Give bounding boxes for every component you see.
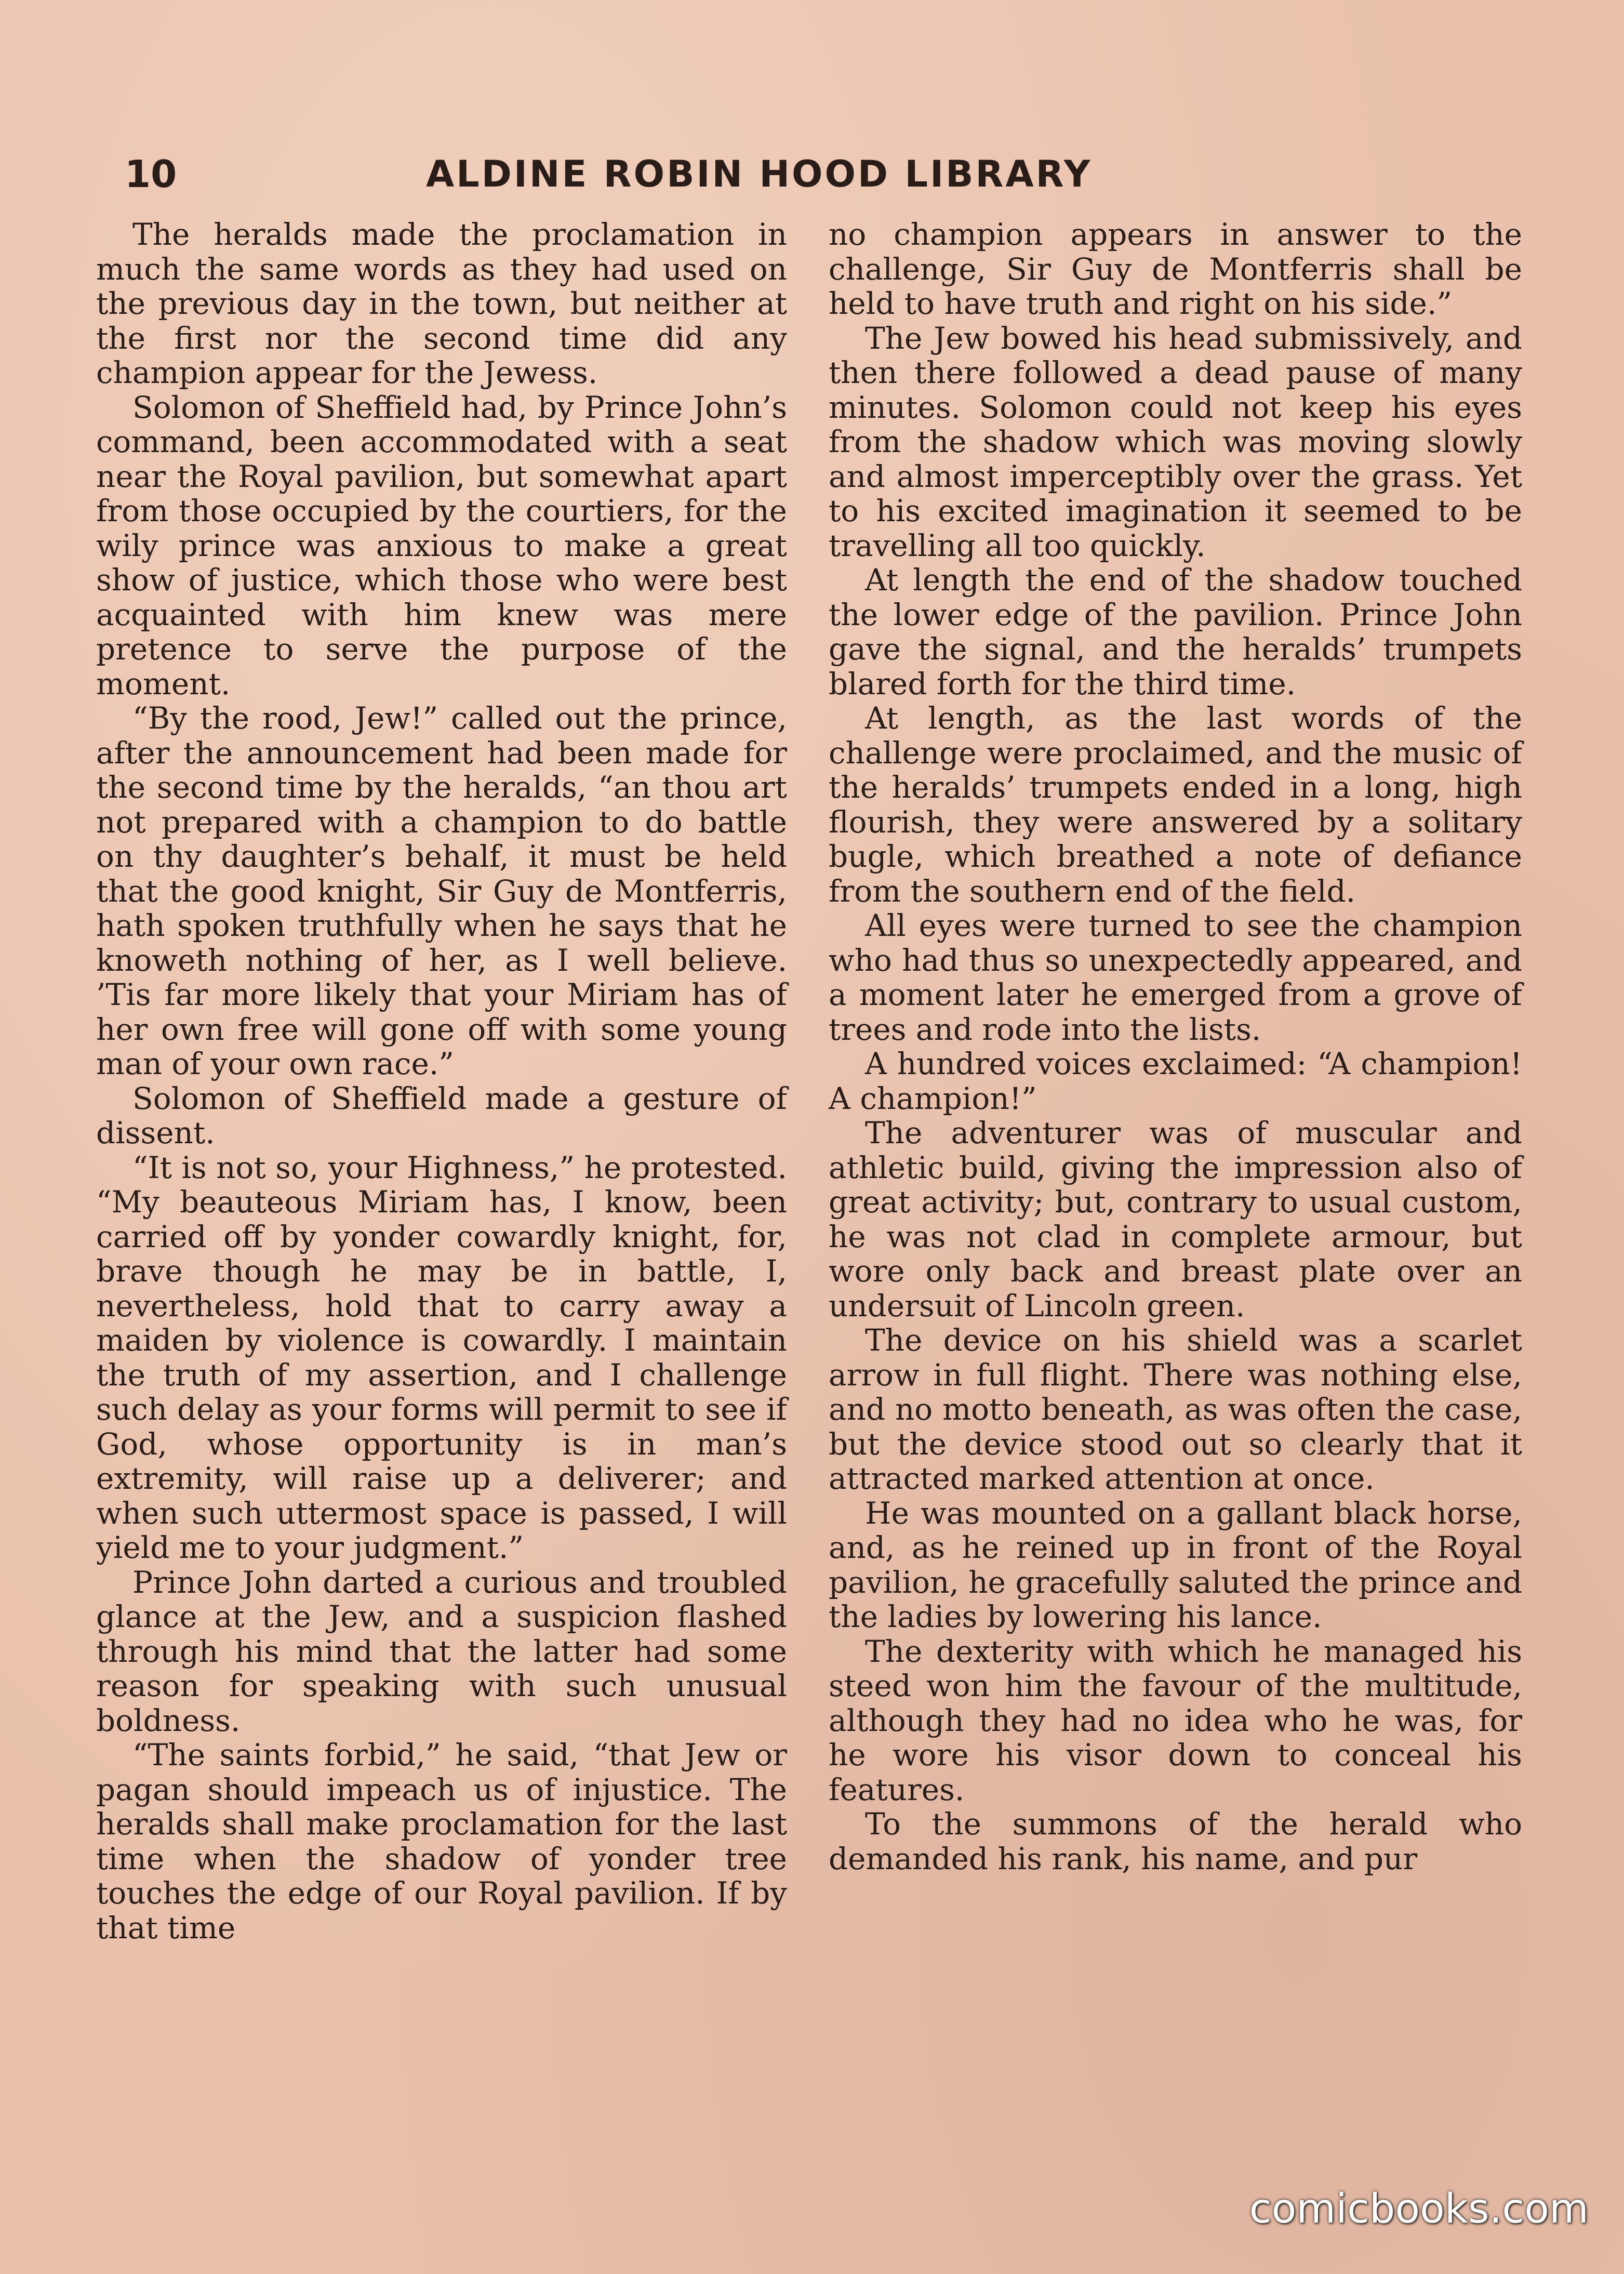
page-header — [125, 143, 1195, 205]
paragraph: Solomon of Sheffield had, by Prince John’s command, been accommodated with a seat near the Royal pavilion, but somewhat apart from those occupied by the courtiers, for the wily prince was anxious to make a great show of justice, which those who were best acquainted with him knew was mere pretence to serve the purpose of the moment. — [96, 389, 787, 702]
page-number: 10 — [125, 152, 177, 196]
paragraph: “It is not so, your Highness,” he protested. “My beauteous Miriam has, I know, been carried off by yonder cowardly knight, for, brave though he may be in battle, I, nevertheless, hold that to carry away a maiden by violence is cowardly. I maintain the truth of my assertion, and I challenge such delay as your forms will permit to see if God, whose opportunity is in man’s extremity, will raise up a deliverer; and when such uttermost space is passed, I will yield me to your judgment.” — [96, 1149, 787, 1565]
paragraph: At length the end of the shadow touched the lower edge of the pavilion. Prince John gave the signal, and the heralds’ trumpets blared forth for the third time. — [829, 562, 1522, 702]
paragraph: At length, as the last words of the challenge were proclaimed, and the music of the heralds’ trumpets ended in a long, high flourish, they were answered by a solitary bugle, which breathed a note of defiance from the southern end of the field. — [829, 700, 1522, 909]
paragraph: The heralds made the proclamation in much the same words as they had used on the previous day in the town, but neither at the first nor the second time did any champion appear for the Jewess. — [96, 217, 787, 390]
paragraph: A hundred voices exclaimed: “A champion! A champion!” — [829, 1046, 1522, 1116]
left-column — [96, 217, 787, 1945]
paragraph: The adventurer was of muscular and athletic build, giving the impression also of great activity; but, contrary to usual custom, he was not clad in complete armour, but wore only back and breast plate over an undersuit of Lincoln green. — [829, 1115, 1522, 1324]
paragraph: Prince John darted a curious and troubled glance at the Jew, and a suspicion flashed through his mind that the latter had some reason for speaking with such unusual boldness. — [96, 1564, 787, 1738]
right-column — [829, 217, 1522, 1876]
paragraph: He was mounted on a gallant black horse, and, as he reined up in front of the Royal pavilion, he gracefully saluted the prince and the ladies by lowering his lance. — [829, 1495, 1522, 1634]
paragraph: Solomon of Sheffield made a gesture of dissent. — [96, 1080, 787, 1151]
paragraph: The dexterity with which he managed his steed won him the favour of the multitude, although they had no idea who he was, for he wore his visor down to conceal his features. — [829, 1633, 1522, 1807]
watermark: comicbooks.com — [1249, 2186, 1589, 2232]
paragraph: All eyes were turned to see the champion who had thus so unexpectedly appeared, and a moment later he emerged from a grove of trees and rode into the lists. — [829, 908, 1522, 1047]
paragraph: The device on his shield was a scarlet arrow in full flight. There was nothing else, and no motto beneath, as was often the case, but the device stood out so clearly that it attracted marked attention at once. — [829, 1323, 1522, 1496]
paragraph: “By the rood, Jew!” called out the prince, after the announcement had been made for the second time by the heralds, “an thou art not prepared with a champion to do battle on thy daughter’s behalf, it must be held that the good knight, Sir Guy de Montferris, hath spoken truthfully when he says that he knoweth nothing of her, as I well believe. ’Tis far more likely that your Miriam has of her own free will gone off with some young man of your own race.” — [96, 700, 787, 1081]
paragraph: The Jew bowed his head submissively, and then there followed a dead pause of many minutes. Solomon could not keep his eyes from the shadow which was moving slowly and almost imperceptibly over the grass. Yet to his excited imagination it seemed to be travelling all too quickly. — [829, 320, 1522, 563]
paragraph: “The saints forbid,” he said, “that Jew or pagan should impeach us of injustice. The heralds shall make proclamation for the last time when the shadow of yonder tree touches the edge of our Royal pavilion. If by that time — [96, 1737, 787, 1946]
paragraph: To the summons of the herald who demanded his rank, his name, and pur — [829, 1806, 1522, 1876]
running-title: ALDINE ROBIN HOOD LIBRARY — [426, 153, 1093, 195]
paragraph-continuation: no champion appears in answer to the challenge, Sir Guy de Montferris shall be held to have truth and right on his side.” — [829, 217, 1522, 321]
